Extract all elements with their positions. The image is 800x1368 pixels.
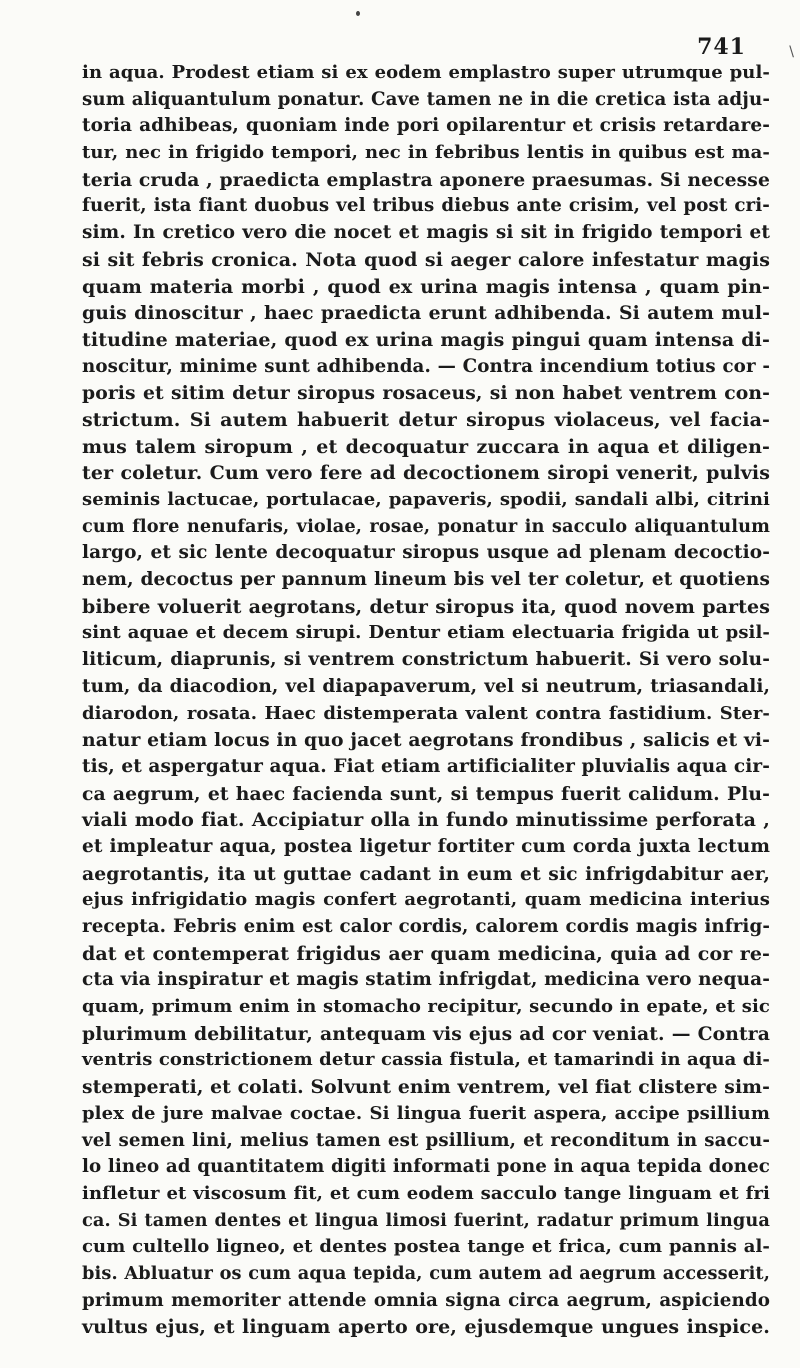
text-line: tum, da diacodion, vel diapapaverum, vel si neutrum, triasandali, (82, 675, 770, 697)
text-line: ca. Si tamen dentes et lingua limosi fuerint, radatur primum lingua (82, 1209, 770, 1231)
text-line: nem, decoctus per pannum lineum bis vel ter coletur, et quotiens (82, 569, 770, 591)
text-line: toria adhibeas, quoniam inde pori opilarentur et crisis retardare- (82, 115, 770, 137)
text-line: seminis lactucae, portulacae, papaveris, spodii, sandali albi, citrini (82, 489, 770, 510)
text-line: aegrotantis, ita ut guttae cadant in eum et sic infrigdabitur aer, (82, 862, 770, 885)
text-line: plurimum debilitatur, antequam vis ejus ad cor veniat. — Contra (82, 1022, 770, 1045)
text-line: guis dinoscitur , haec praedicta erunt adhibenda. Si autem mul- (82, 302, 770, 325)
text-line: teria cruda , praedicta emplastra aponere praesumas. Si necesse (82, 168, 770, 191)
text-line: recepta. Febris enim est calor cordis, calorem cordis magis infrig- (82, 916, 770, 937)
text-line: stemperati, et colati. Solvunt enim ventrem, vel fiat clistere sim- (82, 1076, 770, 1099)
text-line: vel semen lini, melius tamen est psillium, et reconditum in saccu- (82, 1129, 770, 1151)
text-line: sum aliquantulum ponatur. Cave tamen ne in die cretica ista adju- (82, 88, 770, 110)
text-line: infletur et viscosum fit, et cum eodem sacculo tange linguam et fri (82, 1182, 770, 1204)
text-line: natur etiam locus in quo jacet aegrotans frondibus , salicis et vi- (82, 729, 770, 752)
text-line: quam, primum enim in stomacho recipitur, secundo in epate, et sic (82, 996, 770, 1018)
text-line: lo lineo ad quantitatem digiti informati pone in aqua tepida donec (82, 1156, 770, 1178)
text-line: ca aegrum, et haec facienda sunt, si tempus fuerit calidum. Plu- (82, 782, 770, 805)
text-line: mus talem siropum , et decoquatur zuccara in aqua et diligen- (82, 435, 770, 458)
text-line: dat et contemperat frigidus aer quam medicina, quia ad cor re- (82, 942, 770, 965)
text-line: sint aquae et decem sirupi. Dentur etiam electuaria frigida ut psil- (82, 622, 770, 644)
body-text (82, 60, 770, 1341)
text-line: quam materia morbi , quod ex urina magis intensa , quam pin- (82, 275, 770, 298)
text-line: bis. Abluatur os cum aqua tepida, cum autem ad aegrum accesserit, (82, 1262, 770, 1284)
text-line: in aqua. Prodest etiam si ex eodem emplastro super utrumque pul- (82, 62, 770, 83)
text-line: largo, et sic lente decoquatur siropus usque ad plenam decoctio- (82, 542, 770, 564)
text-line: tur, nec in frigido tempori, nec in febribus lentis in quibus est ma- (82, 142, 770, 164)
text-line: plex de jure malvae coctae. Si lingua fuerit aspera, accipe psillium (82, 1102, 770, 1124)
text-line: bibere voluerit aegrotans, detur siropus ita, quod novem partes (82, 595, 770, 618)
text-line: ventris constrictionem detur cassia fistula, et tamarindi in aqua di- (82, 1049, 770, 1071)
text-line: diarodon, rosata. Haec distemperata valent contra fastidium. Ster- (82, 702, 770, 724)
page-number: 741 (697, 34, 746, 60)
text-line: cum flore nenufaris, violae, rosae, ponatur in sacculo aliquantulum (82, 515, 770, 537)
margin-mark: \ (789, 44, 794, 60)
text-line: cum cultello ligneo, et dentes postea tange et frica, cum pannis al- (82, 1236, 770, 1258)
text-line: et impleatur aqua, postea ligetur fortiter cum corda juxta lectum (82, 835, 770, 857)
text-line: liticum, diaprunis, si ventrem constrictum habuerit. Si vero solu- (82, 649, 770, 671)
ink-speck (356, 11, 360, 16)
text-line: titudine materiae, quod ex urina magis pingui quam intensa di- (82, 328, 770, 351)
text-line: poris et sitim detur siropus rosaceus, si non habet ventrem con- (82, 382, 770, 405)
text-line: fuerit, ista fiant duobus vel tribus diebus ante crisim, vel post cri- (82, 195, 770, 217)
text-line: viali modo fiat. Accipiatur olla in fundo minutissime perforata , (82, 809, 770, 832)
text-line: ter coletur. Cum vero fere ad decoctionem siropi venerit, pulvis (82, 462, 770, 485)
text-line: si sit febris cronica. Nota quod si aeger calore infestatur magis (82, 248, 770, 271)
text-line: sim. In cretico vero die nocet et magis si sit in frigido tempori et (82, 222, 770, 244)
text-line: primum memoriter attende omnia signa circa aegrum, aspiciendo (82, 1289, 770, 1311)
text-line: ejus infrigidatio magis confert aegrotanti, quam medicina interius (82, 889, 770, 911)
text-line: cta via inspiratur et magis statim infrigdat, medicina vero nequa- (82, 969, 770, 991)
text-line-last: vultus ejus, et linguam aperto ore, ejusdemque ungues inspice. (82, 1316, 770, 1339)
text-line: tis, et aspergatur aqua. Fiat etiam artificialiter pluvialis aqua cir- (82, 755, 771, 777)
text-line: strictum. Si autem habuerit detur siropus violaceus, vel facia- (82, 408, 770, 431)
text-line: noscitur, minime sunt adhibenda. — Contra incendium totius cor - (82, 355, 770, 377)
